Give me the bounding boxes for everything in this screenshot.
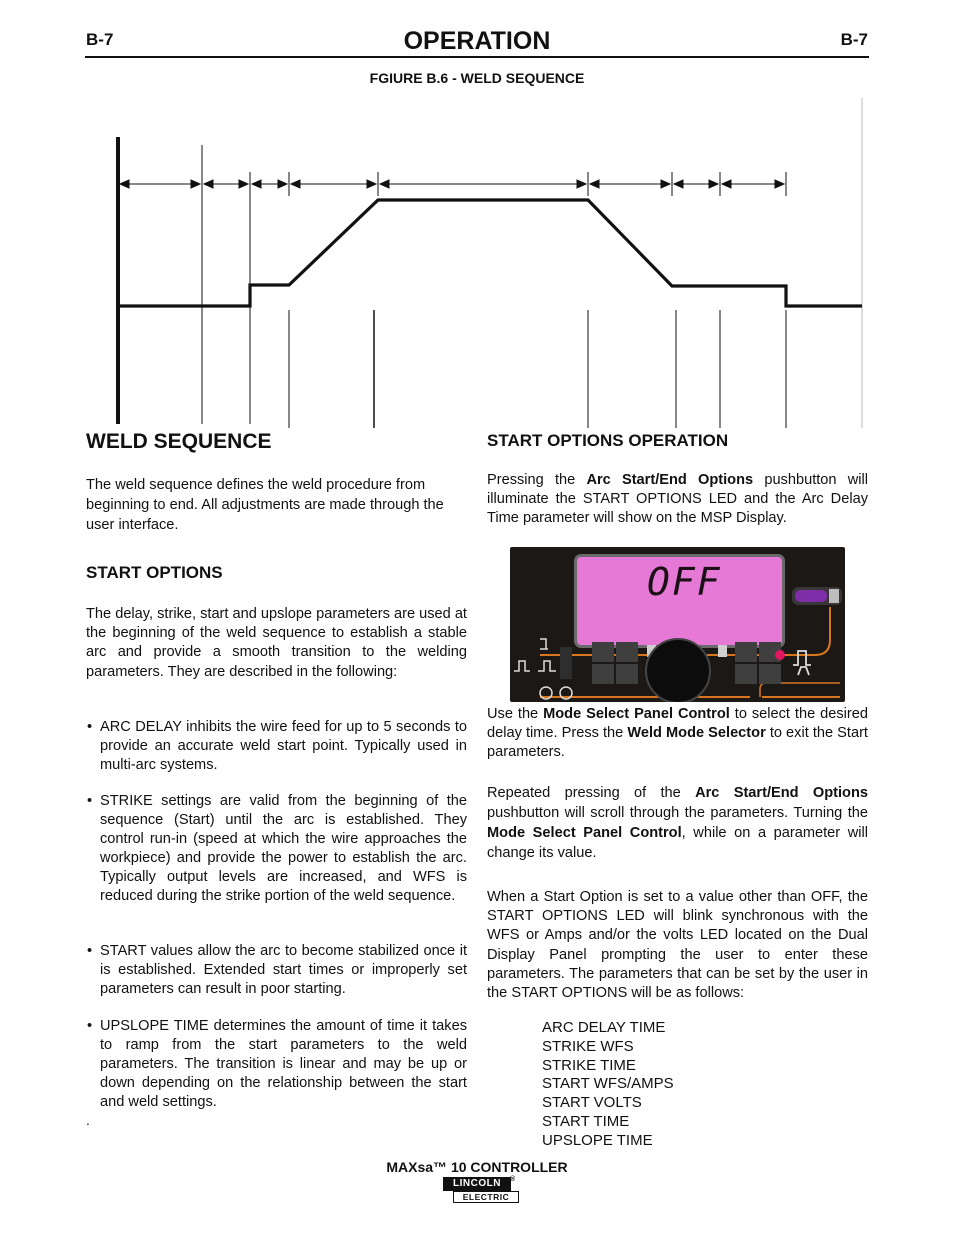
paragraph-use-mode-select xyxy=(487,705,868,763)
weld-mode-selector-label: Weld Mode Selector xyxy=(627,725,766,742)
weld-sequence-diagram xyxy=(0,0,954,440)
bullet-text: ARC DELAY inhibits the wire feed for up to 5 seconds to provide an accurate weld start point. Typically used in multi-arc systems. xyxy=(100,719,467,773)
arc-start-end-options-label: Arc Start/End Options xyxy=(586,472,754,488)
text-run: pushbutton will scroll through the parameters. Turning the xyxy=(487,805,868,821)
mode-select-panel-control-label: Mode Select Panel Control xyxy=(487,825,682,841)
logo-top: LINCOLN xyxy=(443,1177,511,1191)
paragraph-when-start-option: When a Start Option is set to a value other than OFF, the START OPTIONS LED will blink synchronous with the WFS or Amps and/or the volts LED located on the Dual Display Panel prompting the user to enter these parameters. The parameters that can be set by the user in the START OPTIONS will be as follows: xyxy=(487,889,868,1002)
start-options-heading: START OPTIONS xyxy=(86,563,223,582)
weld-sequence-intro: The weld sequence defines the weld procedure from beginning to end. All adjustments are made through the user interface. xyxy=(86,477,444,533)
bullet-text: STRIKE settings are valid from the beginning of the sequence (Start) until the arc is established. They control run-in (speed at which the wire approaches the workpiece) and provide the power to establish the arc. Typically output levels are increased, and WFS is reduced during the strike portion of the weld sequence. xyxy=(100,793,467,904)
list-item: UPSLOPE TIME xyxy=(542,1131,653,1149)
bullet-text: START values allow the arc to become stabilized once it is established. Extended start times or improperly set parameters can result in poor starting. xyxy=(100,943,467,997)
list-item: START WFS/AMPS xyxy=(542,1075,674,1093)
paragraph-repeated-pressing xyxy=(487,783,868,863)
page-number-right: B-7 xyxy=(840,30,868,49)
list-item: ARC DELAY TIME xyxy=(542,1019,666,1036)
page-title: OPERATION xyxy=(403,27,551,55)
bullet-dot: • xyxy=(87,943,93,959)
bullet-arc-delay xyxy=(86,718,467,775)
list-item: START VOLTS xyxy=(542,1094,642,1112)
dimension-arrows xyxy=(120,180,784,188)
arc-start-end-options-label: Arc Start/End Options xyxy=(695,785,868,801)
text-run: pushbutton will illuminate the START OPTIONS LED and the Arc Delay Time parameter will show on the MSP Display. xyxy=(487,472,868,527)
msp-display-value: OFF xyxy=(647,560,722,604)
logo-registered-mark: ® xyxy=(510,1176,516,1183)
paragraph-pressing xyxy=(487,471,868,529)
bullet-dot: • xyxy=(87,793,93,809)
text-run: Use the xyxy=(487,706,544,722)
bullet-text: UPSLOPE TIME determines the amount of time it takes to ramp from the start parameters to the weld parameters. The transition is linear and may be up or down depending on the relationship between the start and weld settings. xyxy=(100,1018,467,1110)
text-run: to exit the Start parameters. xyxy=(487,725,868,761)
bullet-dot: • xyxy=(87,719,93,735)
text-run: Repeated pressing of the xyxy=(487,785,696,801)
panel-artwork xyxy=(510,547,845,702)
msp-panel-photo xyxy=(510,547,845,702)
logo-bottom: ELECTRIC xyxy=(453,1191,519,1203)
bullet-start xyxy=(86,942,467,999)
start-parameters-list xyxy=(542,1019,674,1151)
text-run: , while on a parameter will change its value. xyxy=(487,825,868,861)
list-item: STRIKE TIME xyxy=(542,1056,636,1074)
figure-caption: FGIURE B.6 - WELD SEQUENCE xyxy=(369,70,585,86)
start-options-intro: The delay, strike, start and upslope parameters are used at the beginning of the weld sequence to establish a stable arc and provide a smooth transition to the welding parameters. They are described in the following: xyxy=(86,606,467,680)
weld-waveform xyxy=(118,200,862,306)
weld-sequence-heading: WELD SEQUENCE xyxy=(86,430,272,453)
mode-select-panel-control-label: Mode Select Panel Control xyxy=(543,706,730,722)
text-run: to select the desired delay time. Press the xyxy=(487,706,868,742)
footer-product-name: MAXsa™ 10 CONTROLLER xyxy=(386,1159,568,1175)
trailing-dot: . xyxy=(86,1112,90,1128)
lincoln-electric-logo xyxy=(441,1177,517,1203)
bullet-upslope xyxy=(86,1017,467,1112)
bullet-dot: • xyxy=(87,1018,93,1034)
page-number-left: B-7 xyxy=(86,30,114,49)
text-run: Pressing the xyxy=(487,472,587,488)
bullet-strike xyxy=(86,792,467,906)
list-item: STRIKE WFS xyxy=(542,1037,634,1055)
list-item: START TIME xyxy=(542,1112,630,1130)
start-options-operation-heading: START OPTIONS OPERATION xyxy=(487,431,729,450)
